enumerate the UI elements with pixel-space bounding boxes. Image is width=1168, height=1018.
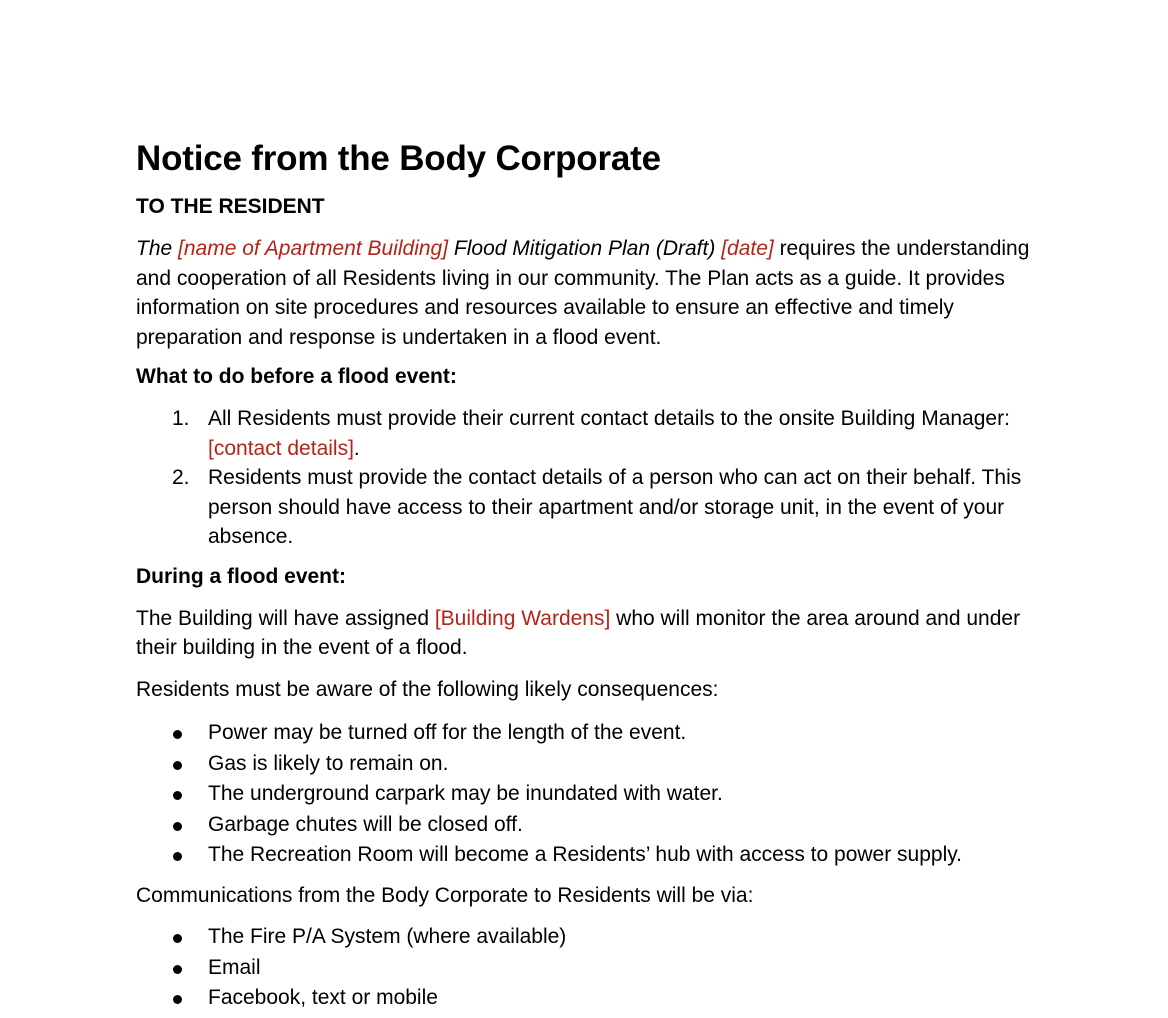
list-item-text: Residents must provide the contact details of a person who can act on their behalf. This person should have access to their apartment and/or storage unit, in the event of your absence. <box>208 466 1022 548</box>
wardens-text-after: who will monitor the area around and under their building in the event of a flood. <box>136 606 1021 659</box>
list-item <box>136 840 1041 871</box>
list-item-text: Facebook, text or mobile <box>208 986 438 1009</box>
list-item-text: The underground carpark may be inundated with water. <box>208 782 723 805</box>
building-wardens-placeholder: [Building Wardens] <box>434 606 611 630</box>
wardens-paragraph <box>136 604 1041 663</box>
bullet-icon <box>173 761 182 770</box>
bullet-icon <box>173 965 182 974</box>
notice-document <box>136 136 1041 1014</box>
list-number: 2. <box>172 466 190 489</box>
communications-intro: Communications from the Body Corporate to Residents will be via: <box>136 883 754 907</box>
list-item-text: Garbage chutes will be closed off. <box>208 812 523 836</box>
building-name-placeholder: [name of Apartment Building] <box>178 237 449 260</box>
list-item <box>136 463 1041 552</box>
list-item <box>136 779 1041 810</box>
bullet-icon <box>173 791 182 800</box>
plan-name: Flood Mitigation Plan (Draft) <box>448 237 722 260</box>
bullet-icon <box>173 934 182 943</box>
before-flood-list <box>136 404 1041 552</box>
bullet-icon <box>173 822 182 831</box>
list-item-text: Email <box>208 955 261 979</box>
list-item-text: All Residents must provide their current contact details to the onsite Building Manager: <box>208 407 1010 430</box>
intro-paragraph <box>136 234 1041 352</box>
during-flood-heading: During a flood event: <box>136 564 346 588</box>
before-flood-heading: What to do before a flood event: <box>136 365 457 388</box>
list-item-text: The Fire P/A System (where available) <box>208 925 567 948</box>
list-item <box>136 749 1041 780</box>
list-item <box>136 404 1041 463</box>
list-item <box>136 953 1041 984</box>
bullet-icon <box>173 852 182 861</box>
list-item <box>136 922 1041 953</box>
page-title: Notice from the Body Corporate <box>136 139 661 178</box>
intro-rest: requires the understanding and cooperation of all Residents living in our community. The Plan acts as a guide. It provides information on site procedures and resources available to ensure an effective and timely preparation and response is undertaken in a flood event. <box>136 237 1030 349</box>
list-item-suffix: . <box>353 436 360 460</box>
date-placeholder: [date] <box>721 237 774 260</box>
list-item-text: The Recreation Room will become a Residents’ hub with access to power supply. <box>208 843 963 866</box>
list-item-text: Gas is likely to remain on. <box>208 751 449 775</box>
consequences-list <box>136 718 1041 871</box>
bullet-icon <box>173 730 182 739</box>
contact-details-placeholder: [contact details] <box>208 436 354 460</box>
intro-the: The <box>136 237 179 260</box>
list-item-text: Power may be turned off for the length of the event. <box>208 721 687 744</box>
list-item <box>136 983 1041 1014</box>
wardens-text: The Building will have assigned <box>136 606 435 630</box>
list-item <box>136 810 1041 841</box>
recipient-line: TO THE RESIDENT <box>136 195 325 218</box>
communications-list <box>136 922 1041 1014</box>
bullet-icon <box>173 995 182 1004</box>
list-item <box>136 718 1041 749</box>
list-number: 1. <box>172 407 190 430</box>
consequences-intro: Residents must be aware of the following likely consequences: <box>136 677 719 701</box>
